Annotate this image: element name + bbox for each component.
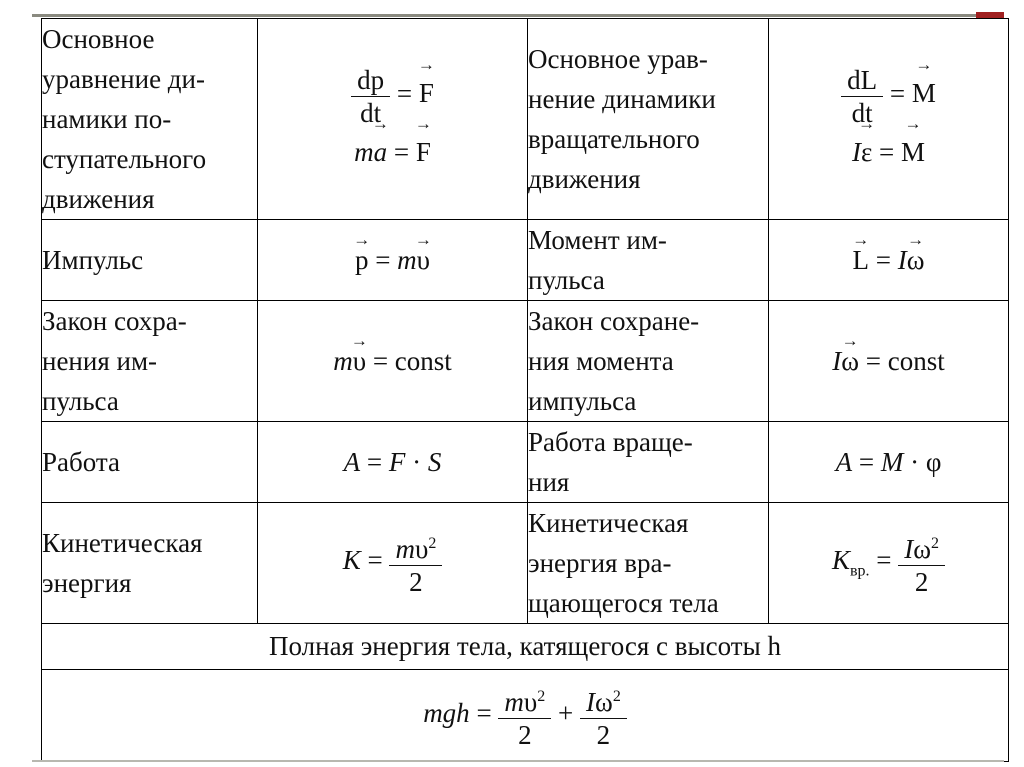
cell-translational-dynamics: Основное уравнение ди- намики по- ступательного движения	[42, 19, 258, 220]
formula-rotational-work: A = M · φ	[769, 422, 1009, 503]
formula-momentum-conservation: m→ υ = const	[258, 301, 528, 422]
formula-momentum: → p = m→ υ	[258, 220, 528, 301]
formula-angular-momentum-conservation: I→ ω = const	[769, 301, 1009, 422]
cell-momentum-conservation: Закон сохра- нения им- пульса	[42, 301, 258, 422]
formula-rotational-dynamics: $\frac{dL}{dt}$ = → M I→ ε = → M	[769, 19, 1009, 220]
table-row	[42, 670, 1009, 762]
table-row	[42, 301, 1009, 422]
formula-newton-second-law: $\frac{dp}{dt}$ = → F m→ a = → F	[258, 19, 528, 220]
slide-bottom-rule	[32, 760, 1004, 762]
cell-rotational-work: Работа враще- ния	[528, 422, 769, 503]
table-row	[42, 220, 1009, 301]
table-row	[42, 19, 1009, 220]
cell-momentum: Импульс	[42, 220, 258, 301]
table-row	[42, 503, 1009, 624]
formula-total-energy: mgh = $\frac{m\upsilon^2}{2}$ + $\frac{I\omega^2}{2}$	[42, 670, 1009, 762]
formula-angular-momentum: → L = I→ ω	[769, 220, 1009, 301]
cell-angular-momentum-conservation: Закон сохране- ния момента импульса	[528, 301, 769, 422]
formula-kinetic-energy: K = $\frac{m\upsilon^2}{2}$	[258, 503, 528, 624]
formula-rotational-kinetic-energy: $K_{вр.}$ = $\frac{I\omega^2}{2}$	[769, 503, 1009, 624]
table-row	[42, 624, 1009, 670]
slide-top-rule	[32, 14, 1004, 17]
cell-kinetic-energy: Кинетическая энергия	[42, 503, 258, 624]
formula-work: A = F · S	[258, 422, 528, 503]
cell-rotational-dynamics: Основное урав- нение динамики вращательного движения	[528, 19, 769, 220]
cell-rotational-kinetic-energy: Кинетическая энергия вра- щающегося тела	[528, 503, 769, 624]
total-energy-title: Полная энергия тела, катящегося с высоты h	[42, 624, 1009, 670]
physics-comparison-table	[41, 18, 1009, 762]
cell-work: Работа	[42, 422, 258, 503]
cell-angular-momentum: Момент им- пульса	[528, 220, 769, 301]
table-row	[42, 422, 1009, 503]
